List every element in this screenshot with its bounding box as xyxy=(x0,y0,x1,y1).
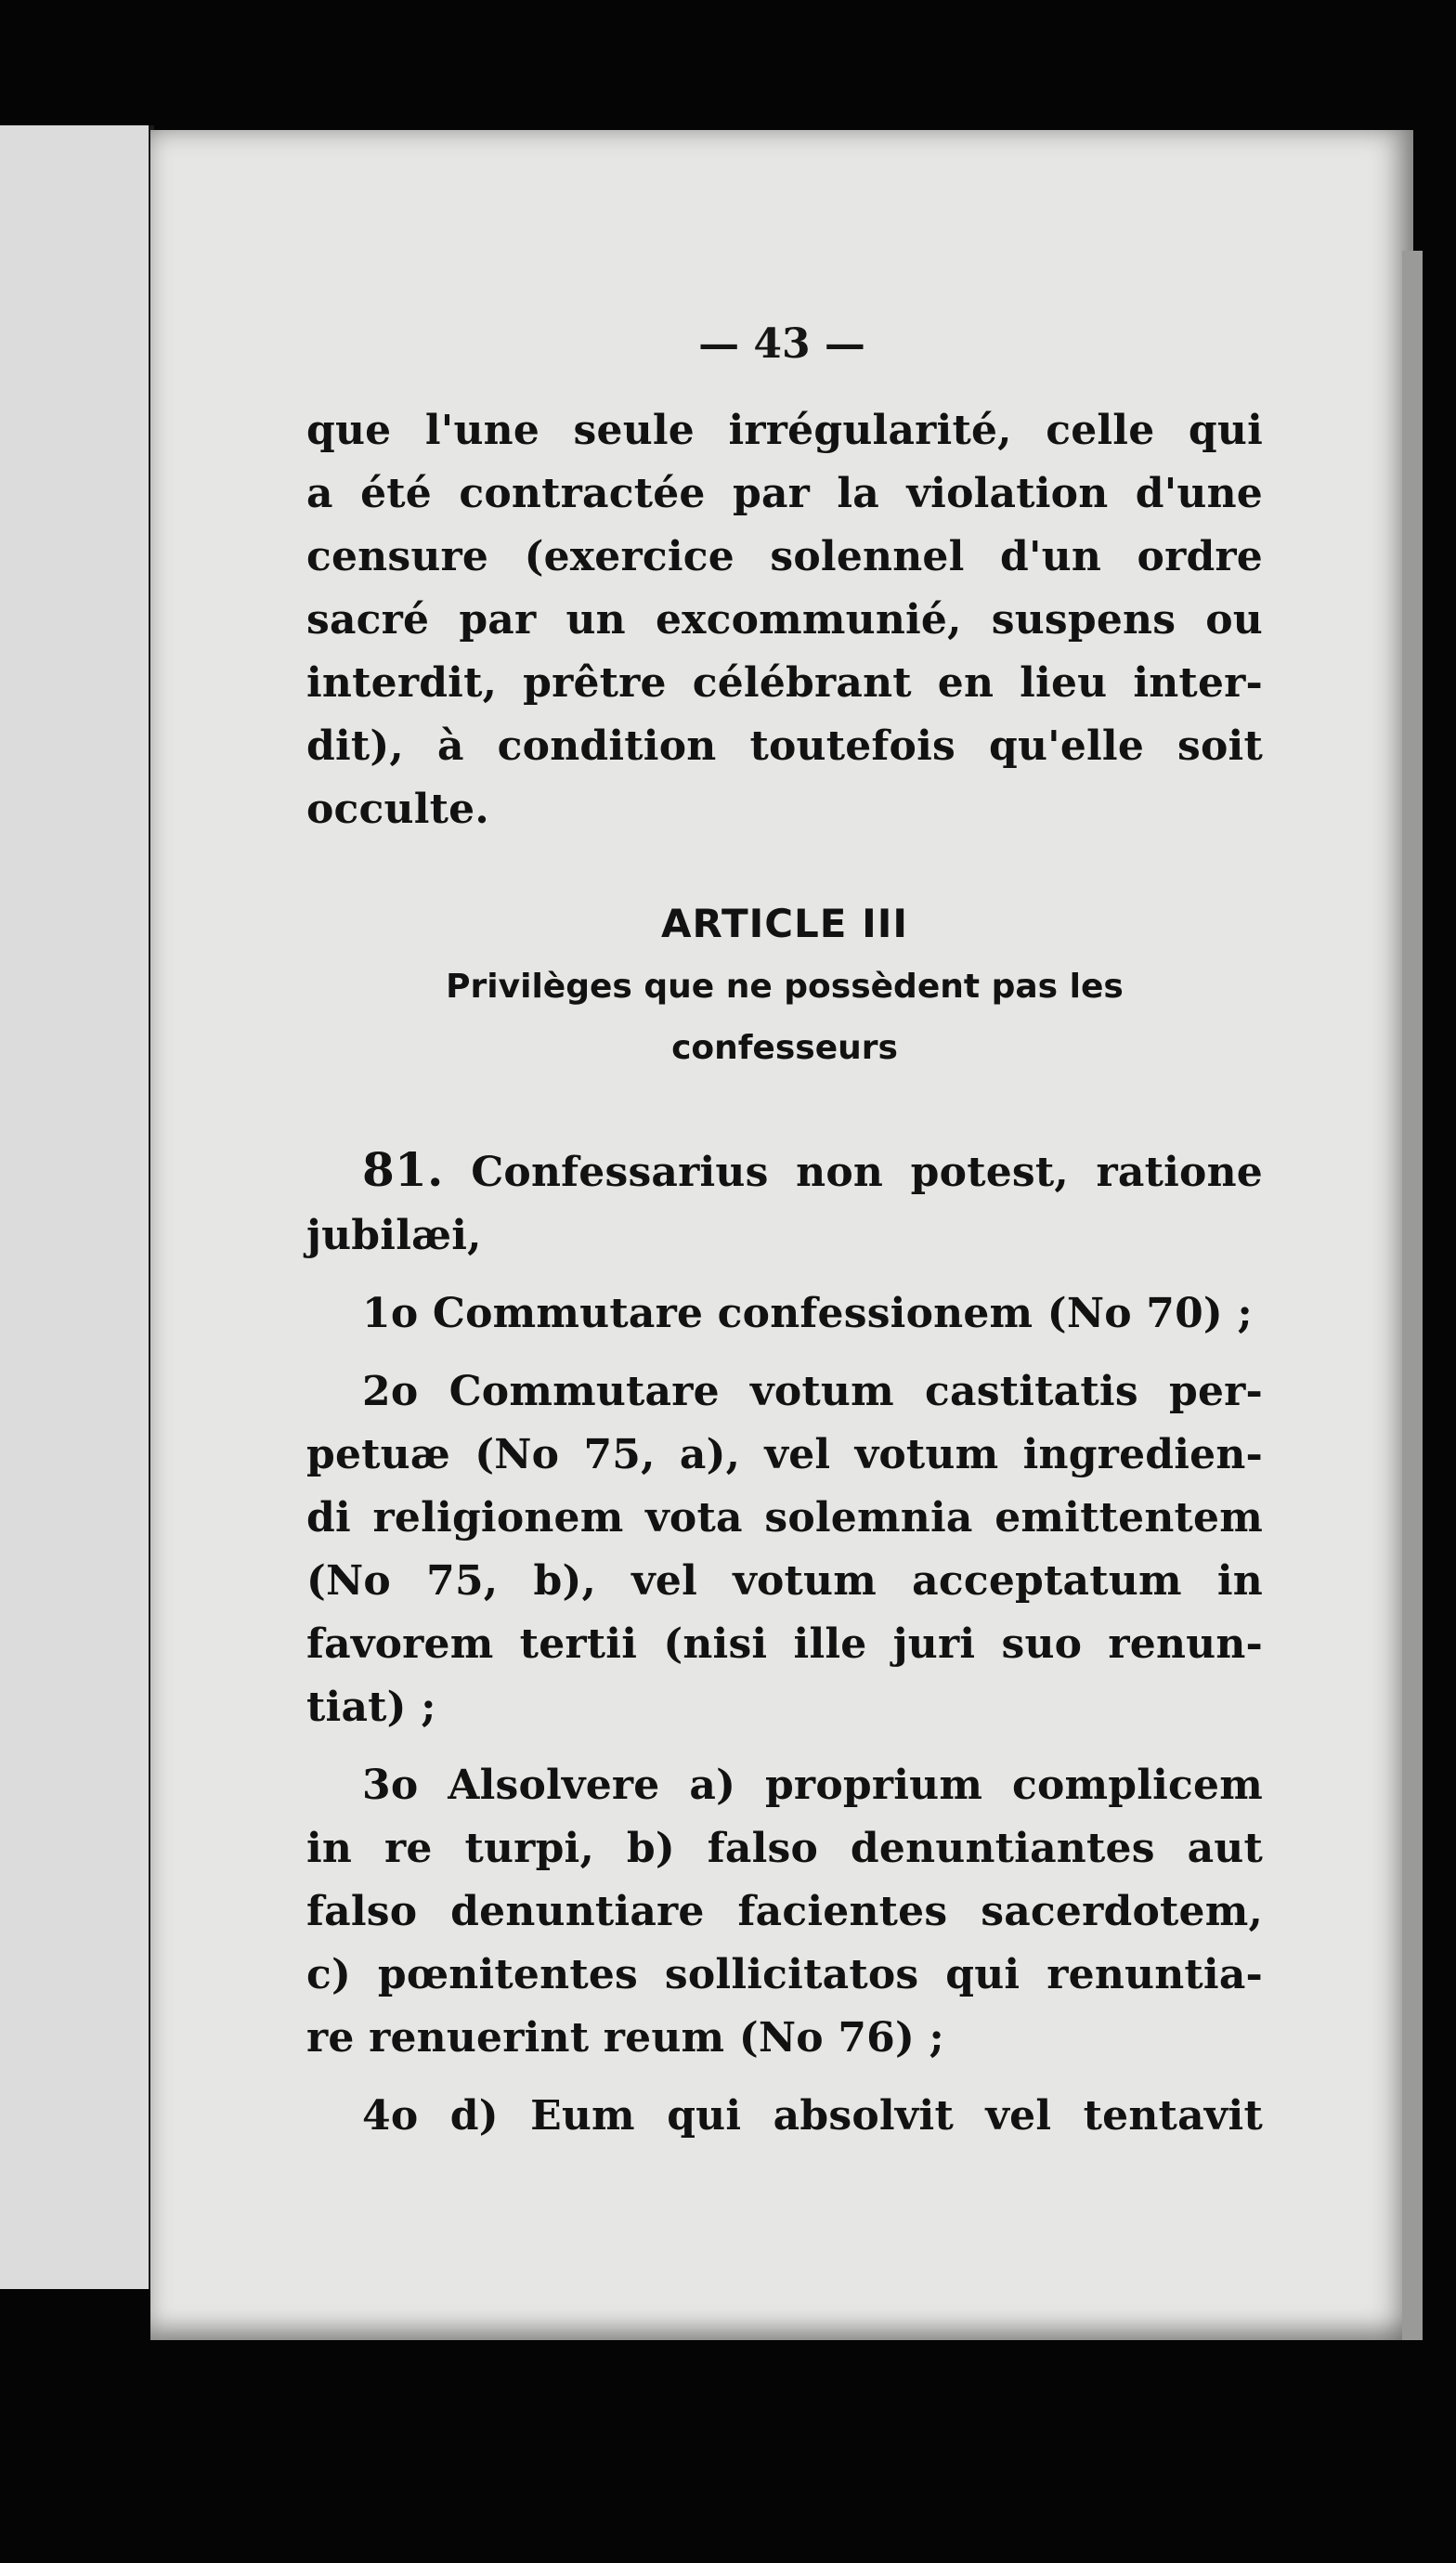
text-line: interdit, prêtre célébrant en lieu inter- xyxy=(306,659,1263,707)
text-line: di religionem vota solemnia emittentem xyxy=(306,1494,1263,1542)
page-fore-edge xyxy=(1402,251,1423,2340)
text-line: 2o Commutare votum castitatis per- xyxy=(362,1368,1263,1415)
section-number: 81. xyxy=(362,1142,444,1197)
text-line: in re turpi, b) falso denuntiantes aut xyxy=(306,1825,1263,1872)
text-line: sacré par un excommunié, suspens ou xyxy=(306,596,1263,644)
text-line: c) pœnitentes sollicitatos qui renuntia- xyxy=(306,1951,1263,1998)
text-line: (No 75, b), vel votum acceptatum in xyxy=(306,1557,1263,1605)
facing-page-edge xyxy=(0,125,154,2289)
section-81 xyxy=(306,1138,1263,2148)
list-item-3 xyxy=(306,1754,1263,2070)
article-subtitle-line: Privilèges que ne possèdent pas les xyxy=(446,968,1124,1006)
text-line: 3o Alsolvere a) proprium complicem xyxy=(362,1762,1263,1809)
page-text xyxy=(306,399,1263,2148)
text-line: a été contractée par la violation d'une xyxy=(306,470,1263,517)
text-line: jubilæi, xyxy=(306,1212,482,1259)
paragraph-irregularity xyxy=(306,399,1263,841)
section-intro-line xyxy=(306,1138,1263,1204)
text-line: censure (exercice solennel d'un ordre xyxy=(306,533,1263,580)
text-line: que l'une seule irrégularité, celle qui xyxy=(306,407,1263,454)
list-item-1: 1o Commutare confessionem (No 70) ; xyxy=(362,1290,1253,1337)
section-intro-text: Confessarius non potest, ratione xyxy=(471,1149,1263,1196)
text-line: favorem tertii (nisi ille juri suo renun- xyxy=(306,1620,1263,1668)
article-subtitle-line: confesseurs xyxy=(671,1029,898,1067)
list-item-2 xyxy=(306,1360,1263,1739)
page-number: — 43 — xyxy=(698,320,865,368)
list-item-4: 4o d) Eum qui absolvit vel tentavit xyxy=(362,2092,1263,2140)
text-line: dit), à condition toutefois qu'elle soit xyxy=(306,722,1263,770)
text-line: petuæ (No 75, a), vel votum ingredien- xyxy=(306,1431,1263,1478)
text-line: falso denuntiare facientes sacerdotem, xyxy=(306,1888,1263,1935)
text-line: re renuerint reum (No 76) ; xyxy=(306,2014,944,2062)
text-line: tiat) ; xyxy=(306,1684,436,1731)
article-title: ARTICLE III xyxy=(660,901,908,946)
text-line: occulte. xyxy=(306,786,489,833)
